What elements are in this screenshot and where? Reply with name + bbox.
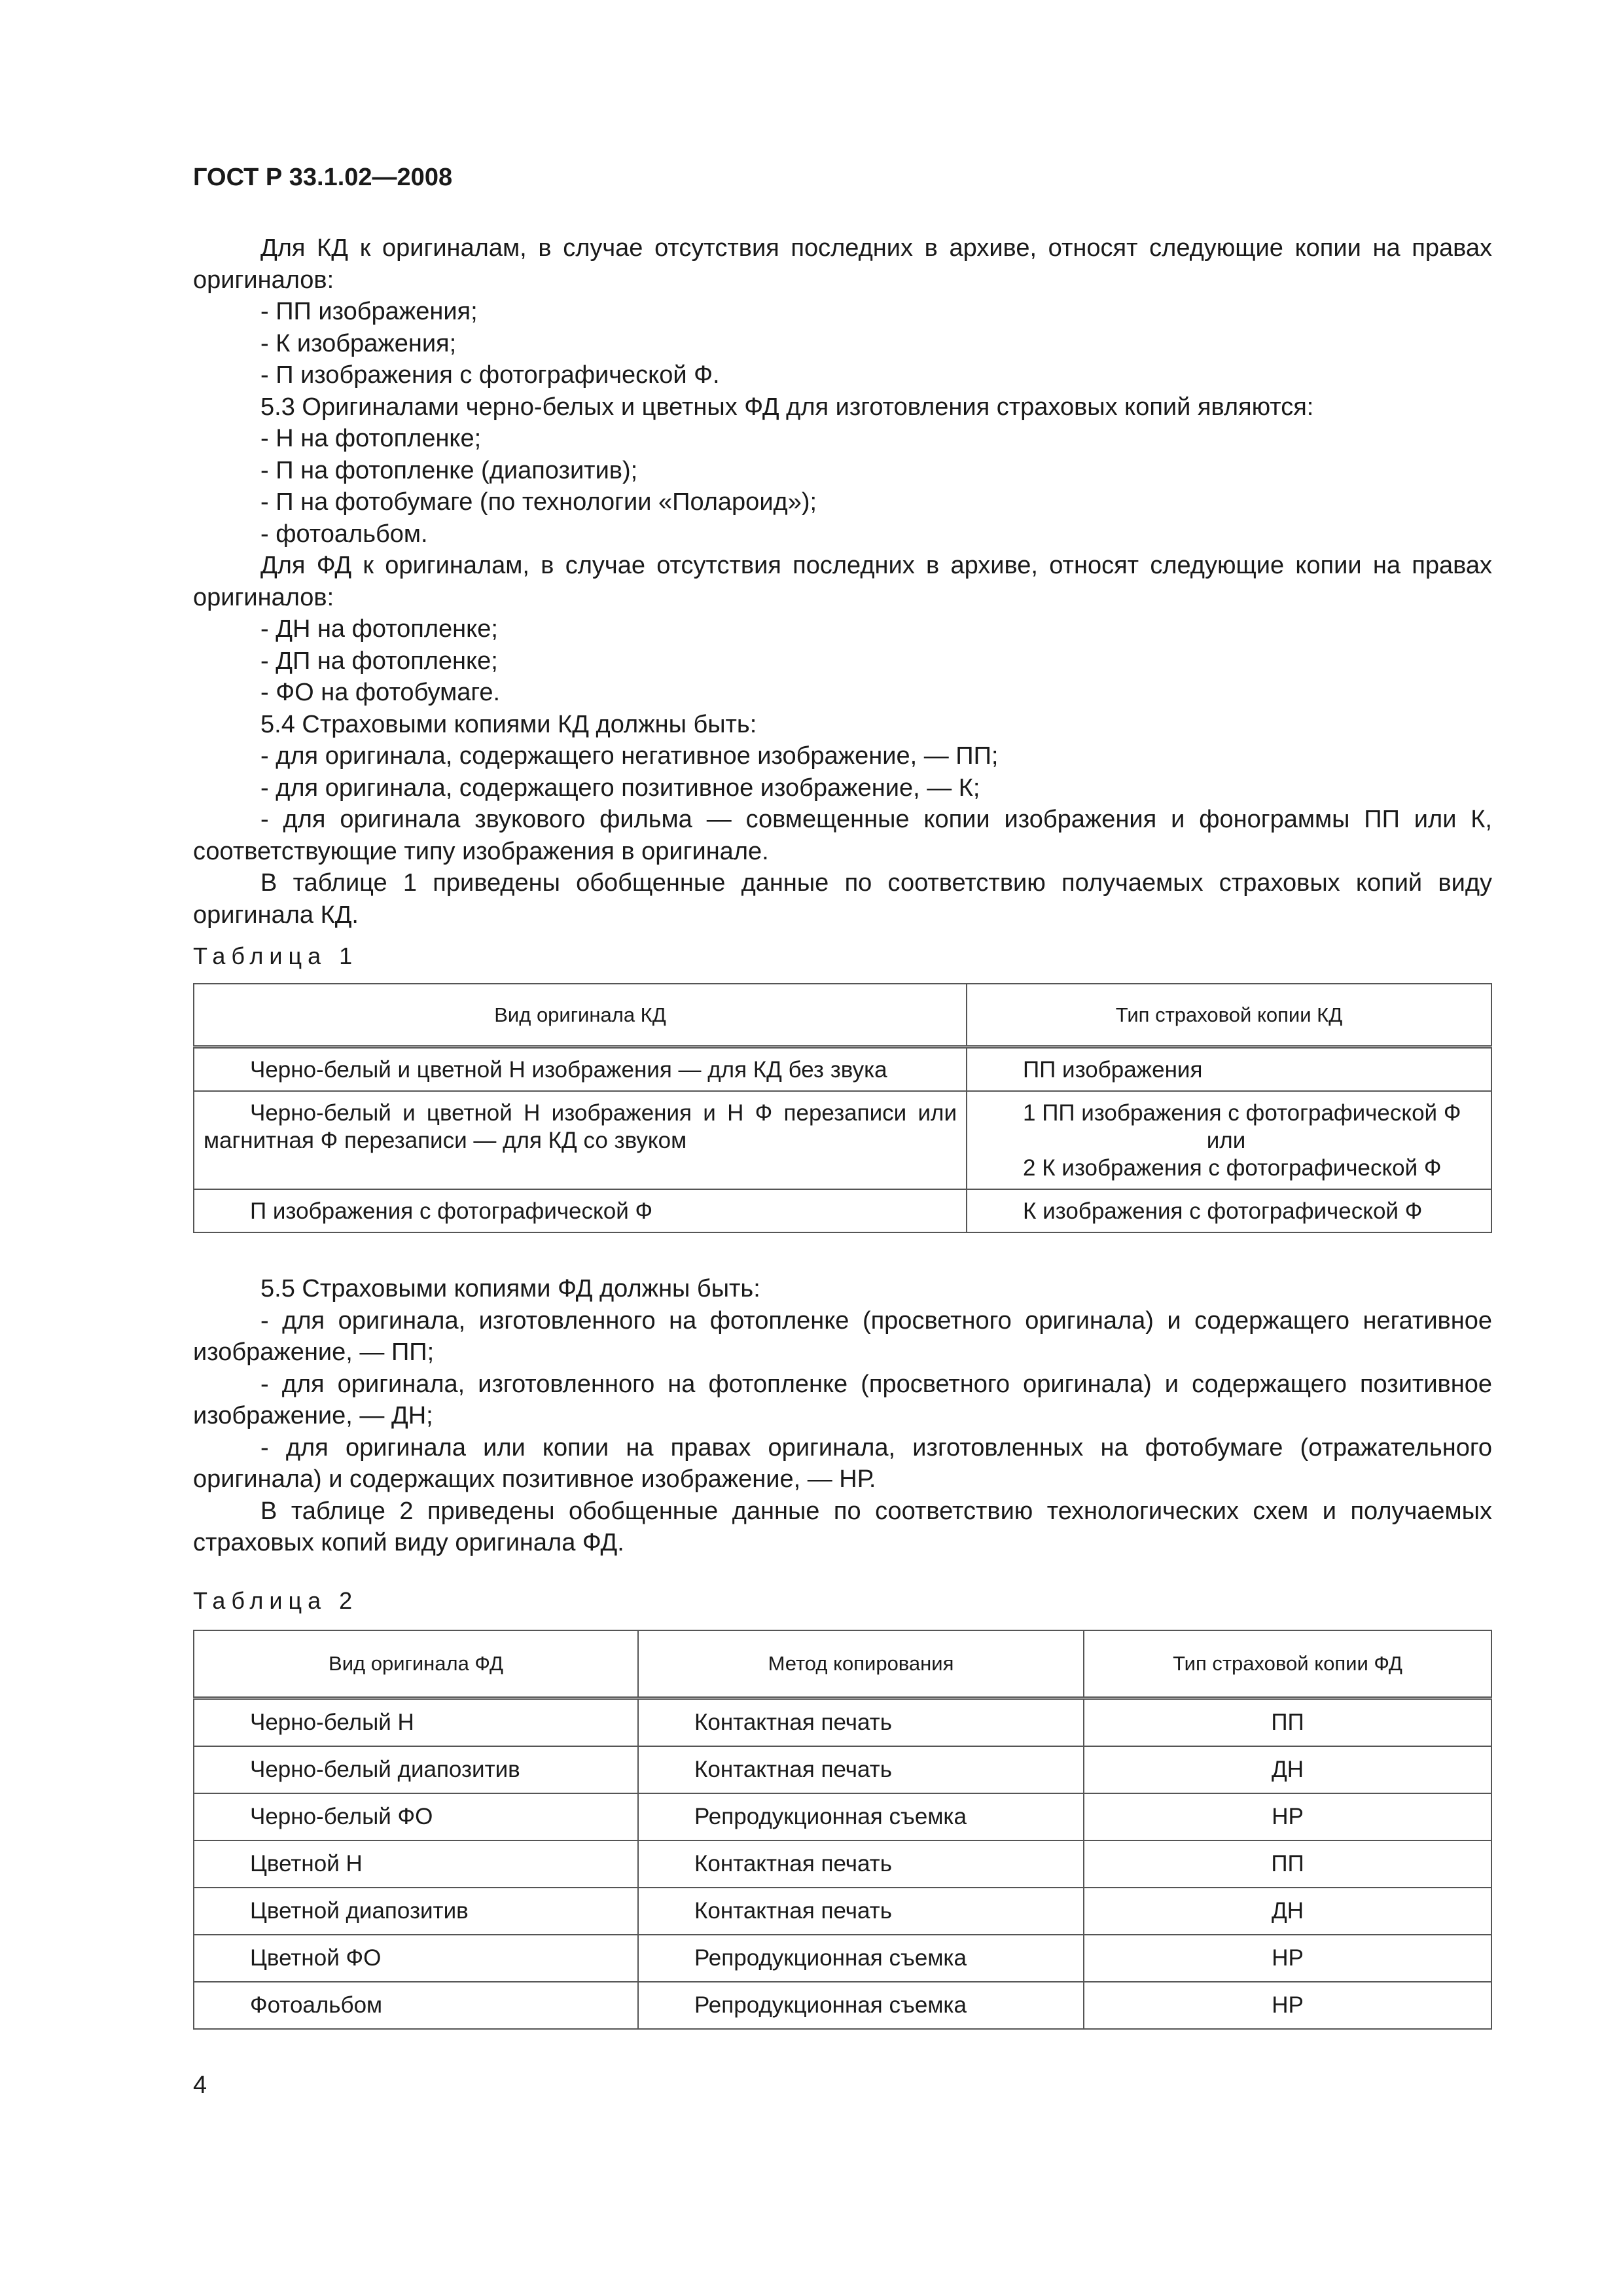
paragraph: Для ФД к оригиналам, в случае отсутствия последних в архиве, относят следующие копии на правах оригиналов: (193, 552, 1492, 611)
list-item: - для оригинала или копии на правах оригинала, изготовленных на фотобумаге (отражательного оригинала) и содержащих позитивное изображение, — НР. (193, 1433, 1492, 1493)
table-cell: ДН (1084, 1746, 1491, 1793)
table-cell: Цветной ФО (194, 1935, 638, 1982)
copy-option: 2 К изображения с фотографической Ф (1023, 1155, 1442, 1181)
document-code-header: ГОСТ Р 33.1.02—2008 (193, 164, 453, 191)
table-cell: ПП (1084, 1840, 1491, 1888)
list-item: - для оригинала звукового фильма — совмещенные копии изображения и фонограммы ПП или К, соответствующие типу изображения в оригинале. (193, 806, 1492, 865)
table-cell: Черно-белый ФО (194, 1793, 638, 1840)
table2-caption: Таблица 2 (193, 1587, 359, 1614)
table-cell: Черно-белый и цветной Н изображения — для КД без звука (194, 1047, 967, 1092)
list-item: - для оригинала, изготовленного на фотопленке (просветного оригинала) и содержащего негативное изображение, — ПП; (193, 1306, 1492, 1366)
table-row (194, 1840, 1491, 1888)
table-cell: Контактная печать (638, 1888, 1084, 1935)
table-cell: Цветной Н (194, 1840, 638, 1888)
clause-heading: 5.5 Страховыми копиями ФД должны быть: (260, 1275, 760, 1302)
table-cell: Контактная печать (638, 1840, 1084, 1888)
table-cell: Черно-белый Н (194, 1698, 638, 1747)
table-header-cell: Тип страховой копии КД (967, 984, 1491, 1047)
copy-separator: или (1206, 1128, 1246, 1153)
clause-heading: 5.3 Оригиналами черно-белых и цветных ФД для изготовления страховых копий являются: (260, 393, 1314, 421)
table-row (194, 1091, 1491, 1189)
list-item: - ДП на фотопленке; (260, 647, 498, 675)
table-row (194, 1888, 1491, 1935)
table-header-row (194, 1630, 1491, 1698)
paragraph: В таблице 1 приведены обобщенные данные по соответствию получаемых страховых копий виду оригинала КД. (193, 869, 1492, 929)
copy-option: 1 ПП изображения с фотографической Ф (1023, 1100, 1461, 1126)
table-cell: Фотоальбом (194, 1982, 638, 2029)
table-cell: Контактная печать (638, 1698, 1084, 1747)
table-cell: ПП изображения (967, 1047, 1491, 1092)
table-cell (967, 1091, 1491, 1189)
paragraph: В таблице 2 приведены обобщенные данные по соответствию технологических схем и получаемых страховых копий виду оригинала ФД. (193, 1497, 1492, 1556)
table-row (194, 1793, 1491, 1840)
clause-heading: 5.4 Страховыми копиями КД должны быть: (260, 710, 757, 738)
table-row (194, 1746, 1491, 1793)
table-cell: Цветной диапозитив (194, 1888, 638, 1935)
table-cell: Репродукционная съемка (638, 1935, 1084, 1982)
list-item: - для оригинала, содержащего позитивное изображение, — К; (260, 774, 980, 802)
table-cell: Репродукционная съемка (638, 1793, 1084, 1840)
table-cell: Черно-белый и цветной Н изображения и Н Ф перезаписи или магнитная Ф перезаписи — для КД со звуком (194, 1091, 967, 1189)
table2 (193, 1630, 1492, 2030)
list-item: - Н на фотопленке; (260, 425, 482, 452)
table1 (193, 983, 1492, 1233)
list-item: - для оригинала, содержащего негативное изображение, — ПП; (260, 742, 999, 770)
table-header-cell: Тип страховой копии ФД (1084, 1630, 1491, 1698)
table-row (194, 1935, 1491, 1982)
list-item: - П на фотопленке (диапозитив); (260, 456, 638, 484)
table-cell: Контактная печать (638, 1746, 1084, 1793)
list-item: - ПП изображения; (260, 298, 478, 325)
list-item: - фотоальбом. (260, 520, 428, 548)
list-item: - ДН на фотопленке; (260, 615, 498, 643)
table-row (194, 1189, 1491, 1232)
list-item: - П изображения с фотографической Ф. (260, 361, 720, 389)
table-row (194, 1982, 1491, 2029)
table-header-cell: Метод копирования (638, 1630, 1084, 1698)
page-number: 4 (193, 2072, 207, 2099)
table-cell: П изображения с фотографической Ф (194, 1189, 967, 1232)
table-header-cell: Вид оригинала ФД (194, 1630, 638, 1698)
table-row (194, 1047, 1491, 1092)
table-cell: Черно-белый диапозитив (194, 1746, 638, 1793)
section-5-2-5-4 (193, 232, 1492, 931)
table-cell: НР (1084, 1935, 1491, 1982)
table1-caption: Таблица 1 (193, 942, 359, 969)
table-cell: Репродукционная съемка (638, 1982, 1084, 2029)
table-row (194, 1698, 1491, 1747)
table-cell: НР (1084, 1982, 1491, 2029)
section-5-5 (193, 1273, 1492, 1559)
table-cell: ДН (1084, 1888, 1491, 1935)
list-item: - К изображения; (260, 329, 457, 357)
table-header-cell: Вид оригинала КД (194, 984, 967, 1047)
list-item: - ФО на фотобумаге. (260, 679, 501, 706)
table-header-row (194, 984, 1491, 1047)
list-item: - для оригинала, изготовленного на фотопленке (просветного оригинала) и содержащего позитивное изображение, — ДН; (193, 1370, 1492, 1429)
list-item: - П на фотобумаге (по технологии «Полароид»); (260, 488, 817, 516)
paragraph: Для КД к оригиналам, в случае отсутствия последних в архиве, относят следующие копии на правах оригиналов: (193, 234, 1492, 294)
table-cell: НР (1084, 1793, 1491, 1840)
table-cell: К изображения с фотографической Ф (967, 1189, 1491, 1232)
table-cell: ПП (1084, 1698, 1491, 1747)
